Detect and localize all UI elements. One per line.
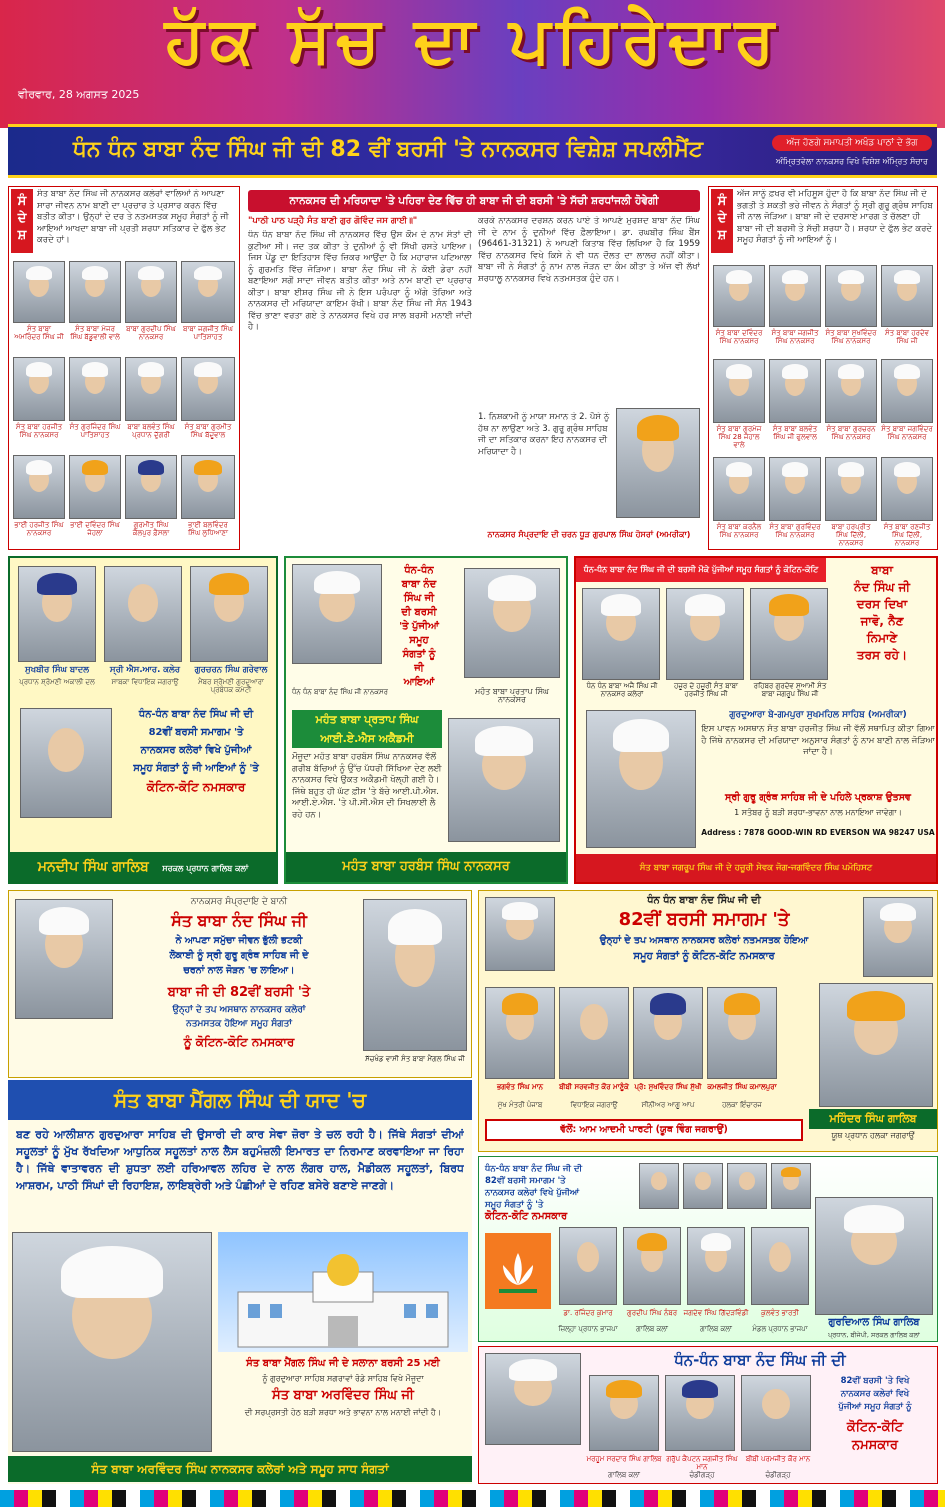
photo-caption: ਸੰਤ ਬਾਬਾ ਬਲਵੰਤ ਸਿੰਘ ਜੀ ਫੁਲਵਾਲ [772,425,818,441]
politician-photo [707,987,777,1079]
saint-thumb [863,897,933,977]
saint-photo [881,265,933,327]
namaskar-line: ਨੂੰ ਕੋਟਿਨ-ਕੋਟਿ ਨਮਸਕਾਰ [183,1035,295,1049]
leader-role: ਸਾਬਕਾ ਵਿਧਾਇਕ ਜਗਰਾਉਂ [111,678,179,686]
aap-ad [478,890,938,1152]
right-sandesh-panel [708,186,938,550]
leader-photo [104,566,182,662]
gurdwara-name: ਗੁਰਦੁਆਰਾ ਬੇ-ਗਮਪੁਰਾ ਸੁਖਮਹਿਲ ਸਾਹਿਬ (ਅਮਰੀਕਾ) [729,710,907,720]
aap-from: ਵੱਲੋਂ: ਆਮ ਆਦਮੀ ਪਾਰਟੀ (ਯੂਥ ਵਿੰਗ ਜਗਰਾਉਂ) [485,1119,803,1141]
yaad-title: ਸੰਤ ਬਾਬਾ ਮੈਂਗਲ ਸਿੰਘ ਦੀ ਯਾਦ 'ਚ [8,1080,472,1120]
color-registration-strip [0,1490,945,1507]
politician-name: ਕਮਲਜੀਤ ਸਿੰਘ ਕਮਾਲਪੁਰਾ [707,1083,777,1091]
mandeep-photo [20,708,112,818]
sandesh-label: ਸੰ ਦੇ ਸ਼ [711,189,733,253]
photo-caption: ਬਾਬਾ ਬਲਵੰਤ ਸਿੰਘ ਪ੍ਰਧਾਨ ਦੁੱਗਰੀ [127,423,175,439]
prakash-title: ਸ੍ਰੀ ਗੁਰੂ ਗ੍ਰੰਥ ਸਾਹਿਬ ਜੀ ਦੇ ਪਹਿਲੇ ਪ੍ਰਕਾਸ਼ ਉਤਸਵ [725,792,911,803]
saint-caption: ਧੰਨ ਧੰਨ ਬਾਬਾ ਅਜੈ ਸਿੰਘ ਜੀ ਨਾਨਕਸਰ ਕਲੇਰਾਂ [586,682,658,698]
photo-caption: ਸੰਤ ਬਾਬਾ ਕਰਨੈਲ ਸਿੰਘ ਨਾਨਕਸਰ [716,523,762,539]
family-place: ਚੰਡੀਗੜ੍ਹ [689,1471,715,1479]
photo-caption: ਸੰਤ ਬਾਬਾ ਸੁਖਵਿੰਦਰ ਸਿੰਘ ਨਾਨਕਸਰ [825,329,877,345]
saint-photo [769,265,821,327]
gurdwara-building-icon [218,1232,468,1352]
bjp-ad [478,1156,938,1342]
leader-thumb [771,1163,811,1209]
leader-thumb [639,1163,679,1209]
mahinder-name: ਮਹਿੰਦਰ ਸਿੰਘ ਗਾਲਿਬ [809,1109,937,1129]
sandesh-label: ਸੰ ਦੇ ਸ਼ [11,189,33,253]
maan-title: ਧੰਨ-ਧੰਨ ਬਾਬਾ ਨੰਦ ਸਿੰਘ ਜੀ ਦੀ [674,1351,846,1369]
mahant-pratap-photo [464,568,560,678]
saint-photo [69,357,121,421]
amrit-tag: ਅੰਮ੍ਰਿਤਵੇਲਾ ਨਾਨਕਸਰ ਵਿਖੇ ਵਿਸ਼ੇਸ਼ ਅੰਮ੍ਰਿਤ ਸੰਚਾਰ [776,157,928,166]
gurdwara-render [218,1232,468,1352]
saint-photo [13,261,65,323]
lotus-icon [485,1233,551,1309]
photo-caption: ਸੰਤ ਬਾਬਾ ਮੇਜਰ ਸਿੰਘ ਬੱਡੂਵਾਲੀ ਵਾਲੇ [70,325,120,341]
saint-caption: ਰਹਿਬਰ ਗੁਰਦੇਵ ਸੁਆਮੀ ਸੰਤ ਬਾਬਾ ਜਗਰੂਪ ਸਿੰਘ ਜੀ [753,682,827,698]
family-place: ਗਾਲਿਬ ਕਲਾਂ [608,1471,640,1479]
left-sandesh-panel [8,186,240,550]
gurdial-photo [815,1197,933,1315]
bjp-text: ਧੰਨ-ਧੰਨ ਬਾਬਾ ਨੰਦ ਸਿੰਘ ਜੀ ਦੀ 82ਵੀਂ ਬਰਸੀ ਸਮਾਗਮ 'ਤੇ ਨਾਨਕਸਰ ਕਲੇਰਾਂ ਵਿਖੇ ਪੁੱਜੀਆਂ ਸਮੂਹ ਸੰਗਤਾਂ ਨੂੰ 'ਤੇ ਕੋਟਿਨ-ਕੋਟਿ ਨਮਸਕਾਰ [485,1164,583,1222]
founder-title: ਸੰਤ ਬਾਬਾ ਨੰਦ ਸਿੰਘ ਜੀ [171,911,307,930]
sandesh-text: ਅੱਜ ਸਾਨੂੰ ਫ਼ਖਰ ਵੀ ਮਹਿਸੂਸ ਹੁੰਦਾ ਹੈ ਕਿ ਬਾਬਾ ਨੰਦ ਸਿੰਘ ਜੀ ਦੇ ਭਗਤੀ ਤੇ ਸ਼ਕਤੀ ਭਰੇ ਜੀਵਨ ਨੇ ਸੰਗਤਾਂ ਨੂੰ ਸ੍ਰੀ ਗੁਰੂ ਗ੍ਰੰਥ ਸਾਹਿਬ ਜੀ ਨਾਲ ਜੋੜਿਆ। ਬਾਬਾ ਜੀ ਦੇ ਦਰਸਾਏ ਮਾਰਗ ਤੇ ਚੱਲਣਾ ਹੀ ਬਾਬਾ ਜੀ ਦੀ ਬਰਸੀ ਤੇ ਸੱਚੀ ਸ਼ਰਧਾ ਹੈ। ਸ਼ਰਧਾ ਦੇ ਫੁੱਲ ਭੇਟ ਕਰਦੇ ਸਮੂਹ ਸੰਗਤਾਂ ਨੂੰ ਜੀ ਆਇਆਂ ਨੂੰ। [737,189,933,245]
aap-line1: ਧੰਨ ਧੰਨ ਬਾਬਾ ਨੰਦ ਸਿੰਘ ਜੀ ਦੀ [647,895,761,906]
academy-title: ਮਹੰਤ ਬਾਬਾ ਪ੍ਰਤਾਪ ਸਿੰਘ ਆਈ.ਏ.ਐਸ ਅਕੈਡਮੀ [292,710,442,748]
nand-singh-tribute [8,890,472,1078]
photo-caption: ਸੰਤ ਬਾਬਾ ਗੁਰਮੇਜ ਸਿੰਘ 28 ਜੋਹਾਲ ਵਾਲੇ [716,425,762,449]
family-name: ਗਰੁੱਪ ਕੈਪਟਨ ਜਗਜੀਤ ਸਿੰਘ ਮਾਨ [666,1455,738,1471]
gurdwara-text: ਇਸ ਪਾਵਨ ਅਸਥਾਨ ਸੰਤ ਬਾਬਾ ਹਰਜੀਤ ਸਿੰਘ ਜੀ ਵੱਲੋਂ ਸਥਾਪਿਤ ਕੀਤਾ ਗਿਆ ਹੈ ਜਿੱਥੇ ਨਾਨਕਸਰ ਦੀ ਮਰਿਯਾਦਾ ਅਨੁਸਾਰ ਸੰਗਤਾਂ ਨੂੰ ਨਾਮ ਬਾਣੀ ਨਾਲ ਜੋੜਿਆ ਜਾਂਦਾ ਹੈ। [701,724,935,757]
bjp-leader-role: ਜ਼ਿਲ੍ਹਾ ਪ੍ਰਧਾਨ ਭਾਜਪਾ [558,1325,618,1333]
arvinder-portrait [12,1232,212,1452]
mahinder-photo [819,983,933,1107]
aap-line4: ਸਮੂਹ ਸੰਗਤਾਂ ਨੂੰ ਕੋਟਿਨ-ਕੋਟਿ ਨਮਸਕਾਰ [633,951,775,962]
saint-photo [181,261,235,323]
photo-caption: ਬਾਬਾ ਹਰਪ੍ਰੀਤ ਸਿੰਘ ਦਿੱਲੀ, ਨਾਨਕਸਰ [831,523,871,547]
leader-photo [190,566,268,662]
photo-caption: ਸੰਤ ਬਾਬਾ ਗੁਰਮੀਤ ਸਿੰਘ ਬੱਦੂਵਾਲ [184,423,232,439]
politician-photo [559,987,629,1079]
founder-intro: ਨਾਨਕਸਰ ਸੰਪ੍ਰਦਾਇ ਦੇ ਬਾਨੀ [190,897,288,907]
politician-role: ਸੀਨੀਅਰ ਆਗੂ ਆਪ [641,1101,695,1109]
greeting-text: ਧੰਨ-ਧੰਨ ਬਾਬਾ ਨੰਦ ਸਿੰਘ ਜੀ ਦੀ 82ਵੀਂ ਬਰਸੀ ਸਮਾਗਮ 'ਤੇ ਨਾਨਕਸਰ ਕਲੇਰਾਂ ਵਿਖੇ ਪੁੱਜੀਆਂ ਸਮੂਹ ਸੰਗਤਾਂ ਨੂੰ ਜੀ ਆਇਆਂ ਨੂੰ 'ਤੇ ਕੋਟਿਨ-ਕੋਟਿ ਨਮਸਕਾਰ [133,709,259,794]
dateline: ਵੀਰਵਾਰ, 28 ਅਗਸਤ 2025 [18,88,140,101]
bjp-leader-role: ਮੰਡਲ ਪ੍ਰਧਾਨ ਭਾਜਪਾ [752,1325,808,1333]
nand-singh-thumb [485,1353,581,1445]
academy-ad [284,556,568,884]
bjp-leader-photo [559,1227,617,1305]
photo-caption: ਬਾਬਾ ਜਗਜੀਤ ਸਿੰਘ ਪਾਤਿਸ਼ਾਹਤ [183,325,233,341]
barsi-text: ਉਨ੍ਹਾਂ ਦੇ ਤਪ ਅਸਥਾਨ ਨਾਨਕਸਰ ਕਲੇਰਾਂ ਨਤਮਸਤਕ ਹੋਇਆ ਸਮੂਹ ਸੰਗਤਾਂ [172,1005,306,1029]
bjp-leader-photo [623,1227,681,1305]
mandeep-footer: ਮਨਦੀਪ ਸਿੰਘ ਗਾਲਿਬ ਸਰਕਲ ਪ੍ਰਧਾਨ ਗਾਲਿਬ ਕਲਾਂ [10,852,276,882]
leader-name: ਸ੍ਰੀ ਐਸ.ਆਰ. ਕਲੇਰ [109,665,181,675]
academy-text: ਮੌਜੂਦਾ ਮਹੰਤ ਬਾਬਾ ਹਰਬੰਸ ਸਿੰਘ ਨਾਨਕਸਰ ਵੱਲੋਂ ਗਰੀਬ ਬੱਚਿਆਂ ਨੂੰ ਉੱਚ ਪੱਧਰੀ ਸਿੱਖਿਆ ਦੇਣ ਲਈ ਨਾਨਕਸਰ ਵਿਖੇ ਉਕਤ ਅਕੈਡਮੀ ਖੋਲ੍ਹੀ ਗਈ ਹੈ। ਜਿੱਥੇ ਬਹੁਤ ਹੀ ਘੱਟ ਫ਼ੀਸ 'ਤੇ ਬੱਚੇ ਆਈ.ਪੀ.ਐਸ. ਆਈ.ਏ.ਐਸ. 'ਤੇ ਪੀ.ਸੀ.ਐਸ ਦੀ ਸਿਖਲਾਈ ਲੈ ਰਹੇ ਹਨ। [292,752,442,820]
poster-caption: ਧੰਨ ਧੰਨ ਬਾਬਾ ਨੰਦ ਸਿੰਘ ਜੀ ਨਾਨਕਸਰ [292,688,388,696]
saint-photo [125,357,177,421]
leader-name: ਗੁਰਚਰਨ ਸਿੰਘ ਗਰੇਵਾਲ [194,665,268,675]
saint-photo [666,588,744,680]
saint-photo [713,457,765,521]
gurdial-role: ਪ੍ਰਧਾਨ, ਬੀਜੇਪੀ, ਸਰਕਲ ਗਾਲਿਬ ਕਲਾਂ [828,1331,920,1339]
article-byline: ਨਾਨਕਸਰ ਸੰਪ੍ਰਦਾਇ ਦੀ ਚਰਨ ਧੂੜ ਗੁਰਪਾਲ ਸਿੰਘ ਹੋਸਰਾਂ (ਅਮਰੀਕਾ) [487,530,691,539]
saint-photo [825,265,877,327]
saint-photo [13,357,65,421]
family-name: ਬੀਬੀ ਪਰਮਜੀਤ ਕੌਰ ਮਾਨ [745,1455,811,1463]
bjp-leader-photo [751,1227,809,1305]
saint-photo [125,261,177,323]
saint-photo [825,457,877,521]
barsi-line: ਬਾਬਾ ਜੀ ਦੀ 82ਵੀਂ ਬਰਸੀ 'ਤੇ [167,985,311,1000]
politician-photo [485,987,555,1079]
aap-line3: ਉਨ੍ਹਾਂ ਦੇ ਤਪ ਅਸਥਾਨ ਨਾਨਕਸਰ ਕਲੇਰਾਂ ਨਤਮਸਤਕ ਹੋਇਆ [599,935,809,946]
politician-role: ਵਿਧਾਇਕ ਜਗਰਾਉਂ [570,1101,618,1109]
saint-photo [769,359,821,423]
saint-photo [69,455,121,519]
poster-text: ਧੰਨ-ਧੰਨ ਬਾਬਾ ਨੰਦ ਸਿੰਘ ਜੀ ਦੀ ਬਰਸੀ 'ਤੇ ਪੁੱਜੀਆਂ ਸਮੂਹ ਸੰਗਤਾਂ ਨੂੰ ਜੀ ਆਇਆਂ [399,565,439,688]
sandesh-text: ਸੰਤ ਬਾਬਾ ਨੰਦ ਸਿੰਘ ਜੀ ਨਾਨਕਸਰ ਕਲੇਰਾਂ ਵਾਲਿਆਂ ਨੇ ਆਪਣਾ ਸਾਰਾ ਜੀਵਨ ਨਾਮ ਬਾਣੀ ਦਾ ਪ੍ਰਚਾਰ ਤੇ ਪ੍ਰਸਾਰ ਕਰਨ ਵਿੱਚ ਬਤੀਤ ਕੀਤਾ। ਉਨ੍ਹਾਂ ਦੇ ਦਰ ਤੇ ਨਤਮਸਤਕ ਸਮੂਹ ਸੰਗਤਾਂ ਨੂੰ ਜੀ ਆਇਆਂ ਆਖਦਾ ਬਾਬਾ ਜੀ ਪ੍ਰਤੀ ਸ਼ਰਧਾ ਸਤਿਕਾਰ ਦੇ ਫੁੱਲ ਭੇਟ ਕਰਦੇ ਹਾਂ। [37,189,229,245]
politician-name: ਬੀਬੀ ਸਰਵਜੀਤ ਕੌਰ ਮਾਣੂੰਕੇ [559,1083,629,1091]
photo-caption: ਸੰਤ ਬਾਬਾ ਗੁਰਵਿੰਦਰ ਸਿੰਘ ਨਾਨਕਸਰ [769,523,821,539]
masthead [0,0,945,128]
family-place: ਚੰਡੀਗੜ੍ਹ [765,1471,791,1479]
saint-photo [125,455,177,519]
saint-photo [769,457,821,521]
maan-text: 82ਵੀਂ ਬਰਸੀ 'ਤੇ ਵਿਖੇ ਨਾਨਕਸਰ ਕਲੇਰਾਂ ਵਿਖੇ ਪੁੱਜੀਆਂ ਸਮੂਹ ਸੰਗਤਾਂ ਨੂੰ [838,1376,912,1412]
article-body-right: ਕਰਕੇ ਨਾਨਕਸਰ ਦਰਸ਼ਨ ਕਰਨ ਪਾਏ ਤੇ ਆਪਣੇ ਮੁਰਸ਼ਦ ਬਾਬਾ ਨੰਦ ਸਿੰਘ ਜੀ ਦੇ ਨਾਮ ਨੂੰ ਦੁਨੀਆਂ ਵਿੱਚ ਫ਼ੈਲਾਇਆ। ਡਾ. ਰਘਬੀਰ ਸਿੰਘ ਬੈਂਸ (96461-31321) ਨੇ ਆਪਣੀ ਕਿਤਾਬ ਵਿੱਚ ਲਿਖਿਆ ਹੈ ਕਿ 1959 ਵਿੱਚ ਨਾਨਕਸਰ ਵਿਖੇ ਕਿਸੇ ਨੇ ਵੀ ਧਨ ਦੌਲਤ ਦਾ ਲਾਲਚ ਨਹੀਂ ਕੀਤਾ। ਬਾਬਾ ਜੀ ਨੇ ਸੰਗਤਾਂ ਨੂੰ ਨਾਮ ਨਾਲ ਜੋੜਨ ਦਾ ਕੰਮ ਕੀਤਾ ਤੇ ਅੱਜ ਵੀ ਲੱਖਾਂ ਸ਼ਰਧਾਲੂ ਨਾਨਕਸਰ ਵਿਖੇ ਨਤਮਸਤਕ ਹੁੰਦੇ ਹਨ। [478,216,700,284]
photo-caption: ਸੰਤ ਬਾਬਾ ਰਣਜੀਤ ਸਿੰਘ ਦਿੱਲੀ, ਨਾਨਕਸਰ [883,523,931,547]
founder-text: ਨੇ ਆਪਣਾ ਸਮੁੱਚਾ ਜੀਵਨ ਭੁੱਲੀ ਭਟਕੀ ਲੋਕਾਈ ਨੂੰ ਸ੍ਰੀ ਗੁਰੂ ਗ੍ਰੰਥ ਸਾਹਿਬ ਜੀ ਦੇ ਚਰਨਾਂ ਨਾਲ ਜੋੜਨ 'ਚ ਲਾਇਆ। [169,935,309,976]
saint-photo [69,261,121,323]
photo-caption: ਸੰਤ ਬਾਬਾ ਅਮਰਿੰਦਰ ਸਿੰਘ ਜੀ [14,325,64,341]
saint-photo [881,359,933,423]
saint-photo [181,455,235,519]
leader-thumb [683,1163,723,1209]
leader-name: ਸੁਖਬੀਰ ਸਿੰਘ ਬਾਦਲ [25,665,89,675]
article-quote: "ਪਾਠੀ ਪਾਠ ਪੜ੍ਹੈ ਸੰਤ ਬਾਣੀ ਗੁਰ ਗੋਵਿੰਦ ਜਸ ਗਾਈ॥" [248,216,418,226]
maan-family-ad [478,1346,938,1484]
politician-name: ਪ੍ਰੋ: ਸੁਖਵਿੰਦਰ ਸਿੰਘ ਸੁੱਖੀ [634,1083,702,1091]
usa-gurdwara-ad [574,556,938,884]
saint-photo [881,457,933,521]
yaad-footer: ਸੰਤ ਬਾਬਾ ਅਰਵਿੰਦਰ ਸਿੰਘ ਨਾਨਕਸਰ ਕਲੇਰਾਂ ਅਤੇ ਸਮੂਹ ਸਾਧ ਸੰਗਤਾਂ [8,1456,472,1482]
bjp-leader-photo [687,1227,745,1305]
bjp-leader-role: ਗਾਲਿਬ ਕਲਾਂ [636,1325,668,1333]
saint-photo [713,265,765,327]
usa-address: Address : 7878 GOOD-WIN RD EVERSON WA 98247 USA [701,828,935,837]
photo-caption: ਸੰਤ ਬਾਬਾ ਹਰਦੇਵ ਸਿੰਘ ਜੀ [885,329,929,345]
prakash-sub: 1 ਸਤੰਬਰ ਨੂੰ ਬੜੀ ਸ਼ਰਧਾ-ਭਾਵਨਾ ਨਾਲ ਮਨਾਇਆ ਜਾਵੇਗਾ। [734,808,902,817]
usa-header: ਧੰਨ-ਧੰਨ ਬਾਬਾ ਨੰਦ ਸਿੰਘ ਜੀ ਦੀ ਬਰਸੀ ਮੌਕੇ ਪੁੱਜੀਆਂ ਸਮੂਹ ਸੰਗਤਾਂ ਨੂੰ ਕੋਟਿਨ-ਕੋਟਿ [576,558,826,582]
bjp-leader-name: ਗੁਰਦੀਪ ਸਿੰਘ ਨੰਬਰ [626,1309,678,1317]
saint-photo [825,359,877,423]
center-article [244,190,704,550]
yaad-section [8,1080,472,1484]
bjp-leader-name: ਕੁਲਵੰਤ ਭਾਰਤੀ [761,1309,799,1317]
supplement-banner [8,124,937,178]
family-name: ਮਰਹੂਮ ਸਰਦਾਰ ਸਿੰਘ ਗਾਲਿਬ [586,1455,662,1463]
family-photo [665,1375,735,1451]
saint-photo [181,357,235,421]
leader-role: ਪ੍ਰਧਾਨ ਸ਼੍ਰੋਮਣੀ ਅਕਾਲੀ ਦਲ [19,678,95,686]
saint-photo [13,455,65,519]
family-photo [589,1375,659,1451]
aap-line2: 82ਵੀਂ ਬਰਸੀ ਸਮਾਗਮ 'ਤੇ [618,909,790,930]
photo-caption: ਬਾਬਾ ਗੁਰਦੀਪ ਸਿੰਘ ਨਾਨਕਸਰ [126,325,176,341]
nand-singh-thumb [485,897,555,971]
usa-footer: ਸੰਤ ਬਾਬਾ ਜਗਰੂਪ ਸਿੰਘ ਜੀ ਦੇ ਹਜ਼ੂਰੀ ਸੇਵਕ ਜੋਗ-ਜਗਵਿੰਦਰ ਸਿੰਘ ਪਮੋਹਿਸਟ [576,854,936,882]
salana-sub: ਨੂੰ ਗੁਰਦੁਆਰਾ ਸਾਹਿਬ ਸਗਰਾਵਾਂ ਰੋਡੇ ਸਾਹਿਬ ਵਿਖੇ ਮੌਜੂਦਾ [262,1374,424,1383]
newspaper-title: ਹੱਕ ਸੱਚ ਦਾ ਪਹਿਰੇਦਾਰ [164,4,781,78]
photo-caption: ਸੰਤ ਬਾਬਾ ਗੁਰਚਰਨ ਸਿੰਘ ਨਾਨਕਸਰ [826,425,876,441]
politician-role: ਮੁੱਖ ਮੰਤਰੀ ਪੰਜਾਬ [497,1101,543,1109]
saint-caption: ਹਜ਼ੂਰ ਦੇ ਹਜ਼ੂਰੀ ਸੰਤ ਬਾਬਾ ਹਰਜੀਤ ਸਿੰਘ ਜੀ [674,682,738,698]
photo-caption: ਭਾਈ ਹਰਜੀਤ ਸਿੰਘ ਨਾਨਕਸਰ [14,521,64,537]
arvinder-title: ਸੰਤ ਬਾਬਾ ਅਰਵਿੰਦਰ ਸਿੰਘ ਜੀ [272,1388,414,1403]
supplement-title: ਧੰਨ ਧੰਨ ਬਾਬਾ ਨੰਦ ਸਿੰਘ ਜੀ ਦੀ 82 ਵੀਂ ਬਰਸੀ 'ਤੇ ਨਾਨਕਸਰ ਵਿਸ਼ੇਸ਼ ਸਪਲੀਮੈਂਟ [72,137,704,162]
arvinder-sub: ਦੀ ਸਰਪ੍ਰਸਤੀ ਹੇਠ ਬੜੀ ਸ਼ਰਧਾ ਅਤੇ ਭਾਵਨਾ ਨਾਲ ਮਨਾਈ ਜਾਂਦੀ ਹੈ। [244,1408,442,1417]
bjp-leader-role: ਗਾਲਿਬ ਕਲਾਂ [700,1325,732,1333]
photo-caption: ਸੰਤ ਬਾਬਾ ਜਗਵਿੰਦਰ ਸਿੰਘ ਨਾਨਕਸਰ [881,425,933,441]
mahinder-role: ਯੂਥ ਪ੍ਰਧਾਨ ਹਲਕਾ ਜਗਰਾਉਂ [831,1131,915,1140]
yaad-text: ਬਣ ਰਹੇ ਆਲੀਸ਼ਾਨ ਗੁਰਦੁਆਰਾ ਸਾਹਿਬ ਦੀ ਉਸਾਰੀ ਦੀ ਕਾਰ ਸੇਵਾ ਜ਼ੋਰਾ ਤੇ ਚਲ ਰਹੀ ਹੈ। ਜਿੱਥੇ ਸੰਗਤਾਂ ਦੀਆਂ ਸਹੂਲਤਾਂ ਨੂੰ ਮੁੱਖ ਰੱਖਦਿਆ ਆਧੁਨਿਕ ਸਹੂਲਤਾਂ ਨਾਲ ਲੈਸ ਬਹੁਮੰਜ਼ਲੀ ਇਮਾਰਤ ਦਾ ਨਿਰਮਾਣ ਕਰਵਾਇਆ ਜਾ ਰਿਹਾ ਹੈ। ਜਿੱਥੇ ਵਾਤਾਵਰਨ ਦੀ ਸ਼ੁਧਤਾ ਲਈ ਹਰਿਆਵਲ ਲਹਿਰ ਦੇ ਨਾਲ ਲੰਗਰ ਹਾਲ, ਮੈਡੀਕਲ ਸਹੂਲਤਾਂ, ਬਿਰਧ ਆਸ਼ਰਮ, ਪਾਠੀ ਸਿੰਘਾਂ ਦੀ ਰਿਹਾਇਸ਼, ਲਾਇਬ੍ਰੇਰੀ ਅਤੇ ਪੰਛੀਆਂ ਦੇ ਰਹਿਣ ਬਸੇਰੇ ਬਣਾਏ ਜਾਣਗੇ। [16,1128,464,1192]
photo-caption: ਸੰਤ ਬਾਬਾ ਜਗਜੀਤ ਸਿੰਘ ਨਾਨਕਸਰ [771,329,819,345]
politician-photo [633,987,703,1079]
bjp-leader-name: ਜਗਦੇਵ ਸਿੰਘ ਗਿੱਦੜਵਿੰਡੀ [683,1309,749,1317]
photo-caption: ਭਾਈ ਬਲਵਿੰਦਰ ਸਿੰਘ ਲੁਧਿਆਣਾ [188,521,228,537]
politician-role: ਹਲਕਾ ਇੰਚਾਰਜ [722,1101,762,1109]
pratap-caption: ਮਹੰਤ ਬਾਬਾ ਪ੍ਰਤਾਪ ਸਿੰਘ ਨਾਨਕਸਰ [474,687,550,704]
mahant-harbans-photo [448,718,560,842]
photo-caption: ਭਾਈ ਦਵਿੰਦਰ ਸਿੰਘ ਜੋਹਲਾ [70,521,120,537]
gurdial-name: ਗੁਰਦਿਆਲ ਸਿੰਘ ਗਾਲਿਬ [828,1317,920,1328]
politician-name: ਭਗਵੰਤ ਸਿੰਘ ਮਾਨ [496,1083,543,1091]
academy-footer: ਮਹੰਤ ਬਾਬਾ ਹਰਬੰਸ ਸਿੰਘ ਨਾਨਕਸਰ [286,852,566,882]
photo-caption: ਸੰਤ ਬਾਬਾ ਹਰਜੀਤ ਸਿੰਘ ਨਾਨਕਸਰ [15,423,63,439]
article-numbered: 1. ਨਿਸ਼ਕਾਮੀ ਨੂੰ ਮਾਯਾ ਸਮਾਨ ਤੇ 2. ਪੈਸੇ ਨੂੰ ਹੱਥ ਨਾ ਲਾਉਣਾ ਅਤੇ 3. ਗੁਰੂ ਗ੍ਰੰਥ ਸਾਹਿਬ ਜੀ ਦਾ ਸਤਿਕਾਰ ਕਰਨਾ ਇਹ ਨਾਨਕਸਰ ਦੀ ਮਰਿਯਾਦਾ ਹੈ। [478,412,610,457]
salana-title: ਸੰਤ ਬਾਬਾ ਮੈਂਗਲ ਸਿੰਘ ਜੀ ਦੇ ਸਲਾਨਾ ਬਰਸੀ 25 ਮਈ [246,1358,440,1369]
saint-photo [750,588,828,680]
leader-photo [18,566,96,662]
mangal-singh-portrait [363,899,467,1051]
saint-photo [582,588,660,680]
saint-photo [713,359,765,423]
article-header: ਨਾਨਕਸਰ ਦੀ ਮਰਿਯਾਦਾ 'ਤੇ ਪਹਿਰਾ ਦੇਣ ਵਿੱਚ ਹੀ ਬਾਬਾ ਜੀ ਦੀ ਬਰਸੀ 'ਤੇ ਸੱਚੀ ਸ਼ਰਧਾਂਜਲੀ ਹੋਵੇਗੀ [248,190,700,212]
leader-thumb [727,1163,767,1209]
photo-caption: ਸੰਤ ਬਾਬਾ ਦਵਿੰਦਰ ਸਿੰਘ ਨਾਨਕਸਰ [715,329,763,345]
bjp-leader-name: ਡਾ. ਰਜਿੰਦਰ ਕੁਮਾਰ [563,1309,613,1317]
side-poem: ਬਾਬਾ ਨੰਦ ਸਿੰਘ ਜੀ ਦਰਸ ਦਿਖਾ ਜਾਵੋ, ਨੈਣ ਨਿਮਾਣੇ ਤਰਸ ਰਹੇ। [853,563,911,662]
baba-nand-singh-poster [292,564,382,664]
nand-singh-portrait [15,899,113,1019]
jagroop-photo [586,710,696,848]
maan-namaskar: ਕੋਟਿਨ-ਕੋਟਿ ਨਮਸਕਾਰ [846,1420,904,1453]
mangal-caption: ਸੱਚਖੰਡ ਵਾਸੀ ਸੰਤ ਬਾਬਾ ਮੈਂਗਲ ਸਿੰਘ ਜੀ [365,1055,465,1063]
photo-caption: ਸੰਤ ਗੁਰਜਿੰਦਰ ਸਿੰਘ ਪਾਤਿਸ਼ਾਹਤ [69,423,121,439]
bhog-tag: ਅੱਜ ਹੋਣਗੇ ਸਮਾਪਤੀ ਅਖੰਡ ਪਾਠਾਂ ਦੇ ਭੋਗ [772,135,932,151]
photo-caption: ਗੁਰਮੀਤ ਸਿੰਘ ਕੈਲਪੁਰ ਫ਼ੈਸਲਾ [132,521,170,537]
family-photo [741,1375,811,1451]
author-photo [616,408,700,518]
article-body-left: ਧੰਨ ਧੰਨ ਬਾਬਾ ਨੰਦ ਸਿੰਘ ਜੀ ਨਾਨਕਸਰ ਵਿੱਚ ਉਸ ਕੌਮ ਦੇ ਨਾਮ ਸੰਤਾਂ ਦੀ ਕੁਟੀਆ ਸੀ। ਜਦ ਤਕ ਕੀਤਾ ਤੇ ਦੁਨੀਆਂ ਨੂੰ ਵੀ ਸਿੱਖੀ ਰਸਤੇ ਪਾਇਆ। ਜਿਸ ਪੇਂਡੂ ਦਾ ਇਤਿਹਾਸ ਵਿੱਚ ਜ਼ਿਕਰ ਆਉਂਦਾ ਹੈ ਕਿ ਮਹਾਰਾਜ ਪਟਿਆਲਾ ਨੂੰ ਗੁਰਮਤਿ ਵਿੱਚ ਜੋੜਿਆ। ਬਾਬਾ ਨੰਦ ਸਿੰਘ ਜੀ ਨੇ ਕੋਈ ਡੇਰਾ ਨਹੀਂ ਬਣਾਇਆ ਸਗੋਂ ਸਾਦਾ ਜੀਵਨ ਬਤੀਤ ਕੀਤਾ ਅਤੇ ਨਾਮ ਬਾਣੀ ਦਾ ਪ੍ਰਚਾਰ ਕੀਤਾ। ਬਾਬਾ ਈਸ਼ਰ ਸਿੰਘ ਜੀ ਨੇ ਇਸ ਪਰੰਪਰਾ ਨੂੰ ਅੱਗੇ ਤੋਰਿਆ ਅਤੇ ਨਾਨਕਸਰ ਦੀ ਮਰਿਯਾਦਾ ਕਾਇਮ ਰੱਖੀ। ਬਾਬਾ ਨੰਦ ਸਿੰਘ ਜੀ ਸੰਨ 1943 ਵਿੱਚ ਭਾਣਾ ਵਰਤਾ ਗਏ ਤੇ ਨਾਨਕਸਰ ਵਿਖੇ ਹਰ ਸਾਲ ਬਰਸੀ ਮਨਾਈ ਜਾਂਦੀ ਹੈ। [248,230,472,332]
akali-ad [8,556,278,884]
leader-role: ਮੈਂਬਰ ਸ਼੍ਰੋਮਣੀ ਗੁਰਦੁਆਰਾ ਪ੍ਰਬੰਧਕ ਕਮੇਟੀ [198,678,264,694]
